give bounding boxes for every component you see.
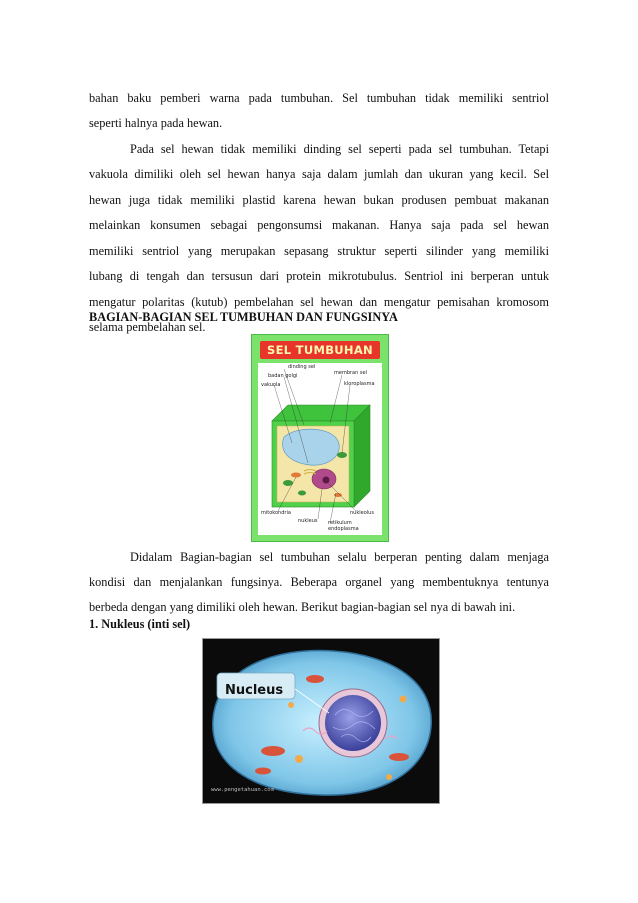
section-heading: BAGIAN-BAGIAN SEL TUMBUHAN DAN FUNGSINYA bbox=[89, 310, 398, 324]
paragraph-line: hewan juga tidak memiliki plastid karena hewan bukan produsen pembuat makanan bbox=[89, 193, 549, 207]
paragraph-line: kondisi dan menjalankan fungsinya. Beberapa organel yang membentuknya tentunya bbox=[89, 575, 549, 589]
label-retikulum: retikulum bbox=[328, 520, 352, 526]
paragraph-line: berbeda dengan yang dimiliki oleh hewan. Berikut bagian-bagian sel nya di bawah ini. bbox=[89, 600, 516, 614]
cell-side-face bbox=[354, 405, 370, 507]
label-dinding-sel: dinding sel bbox=[288, 364, 316, 370]
paragraph-line: Pada sel hewan tidak memiliki dinding sel seperti pada sel tumbuhan. Tetapi bbox=[130, 142, 549, 156]
section-heading: 1. Nukleus (inti sel) bbox=[89, 617, 191, 631]
figure-panel bbox=[258, 363, 382, 535]
label-membran-sel: membran sel bbox=[334, 370, 367, 376]
label-mitokondria: mitokondria bbox=[261, 510, 291, 516]
nucleus-core bbox=[325, 695, 381, 751]
nucleolus-shape bbox=[323, 477, 330, 484]
figure-title: SEL TUMBUHAN bbox=[260, 341, 380, 359]
nucleus-figure bbox=[202, 638, 440, 804]
label-nukleolus: nukleolus bbox=[350, 510, 374, 516]
paragraph-line: memiliki sentriol yang merupakan sepasang struktur seperti silinder yang memiliki bbox=[89, 244, 549, 258]
label-nukleus: nukleus bbox=[298, 518, 318, 524]
nucleus-label: Nucleus bbox=[225, 683, 284, 698]
paragraph-line: bahan baku pemberi warna pada tumbuhan. Sel tumbuhan tidak memiliki sentriol bbox=[89, 91, 549, 105]
image-credit: www.pengetahuan.com bbox=[211, 787, 274, 793]
chloroplast-shape bbox=[298, 491, 306, 496]
label-vakuola: vakuola bbox=[261, 382, 281, 388]
label-kloroplasma: kloroplasma bbox=[344, 381, 375, 387]
paragraph-line: vakuola dimiliki oleh sel hewan hanya saja dalam jumlah dan ukuran yang kecil. Sel bbox=[89, 167, 549, 181]
chloroplast-shape bbox=[283, 480, 293, 486]
paragraph-line: Didalam Bagian-bagian sel tumbuhan selalu berperan penting dalam menjaga bbox=[130, 550, 549, 564]
paragraph-line: melainkan konsumen sebagai pengonsumsi makanan. Hanya saja pada sel hewan bbox=[89, 218, 549, 232]
mitochondria-shape bbox=[291, 473, 301, 478]
paragraph-line: selama pembelahan sel. bbox=[89, 320, 206, 334]
label-endoplasma: endoplasma bbox=[328, 526, 359, 532]
animal-cell-illustration bbox=[203, 639, 439, 803]
cell-top-face bbox=[272, 405, 370, 421]
paragraph-line: mengatur polaritas (kutub) pembelahan sel hewan dan mengatur pemisahan kromosom bbox=[89, 295, 549, 309]
paragraph-line: lubang di tengah dan tersusun dari protein mikrotubulus. Sentriol ini berperan untuk bbox=[89, 269, 549, 283]
paragraph-line: seperti halnya pada hewan. bbox=[89, 116, 223, 130]
plant-cell-figure bbox=[251, 334, 389, 542]
label-badan-golgi: badan golgi bbox=[268, 373, 298, 379]
